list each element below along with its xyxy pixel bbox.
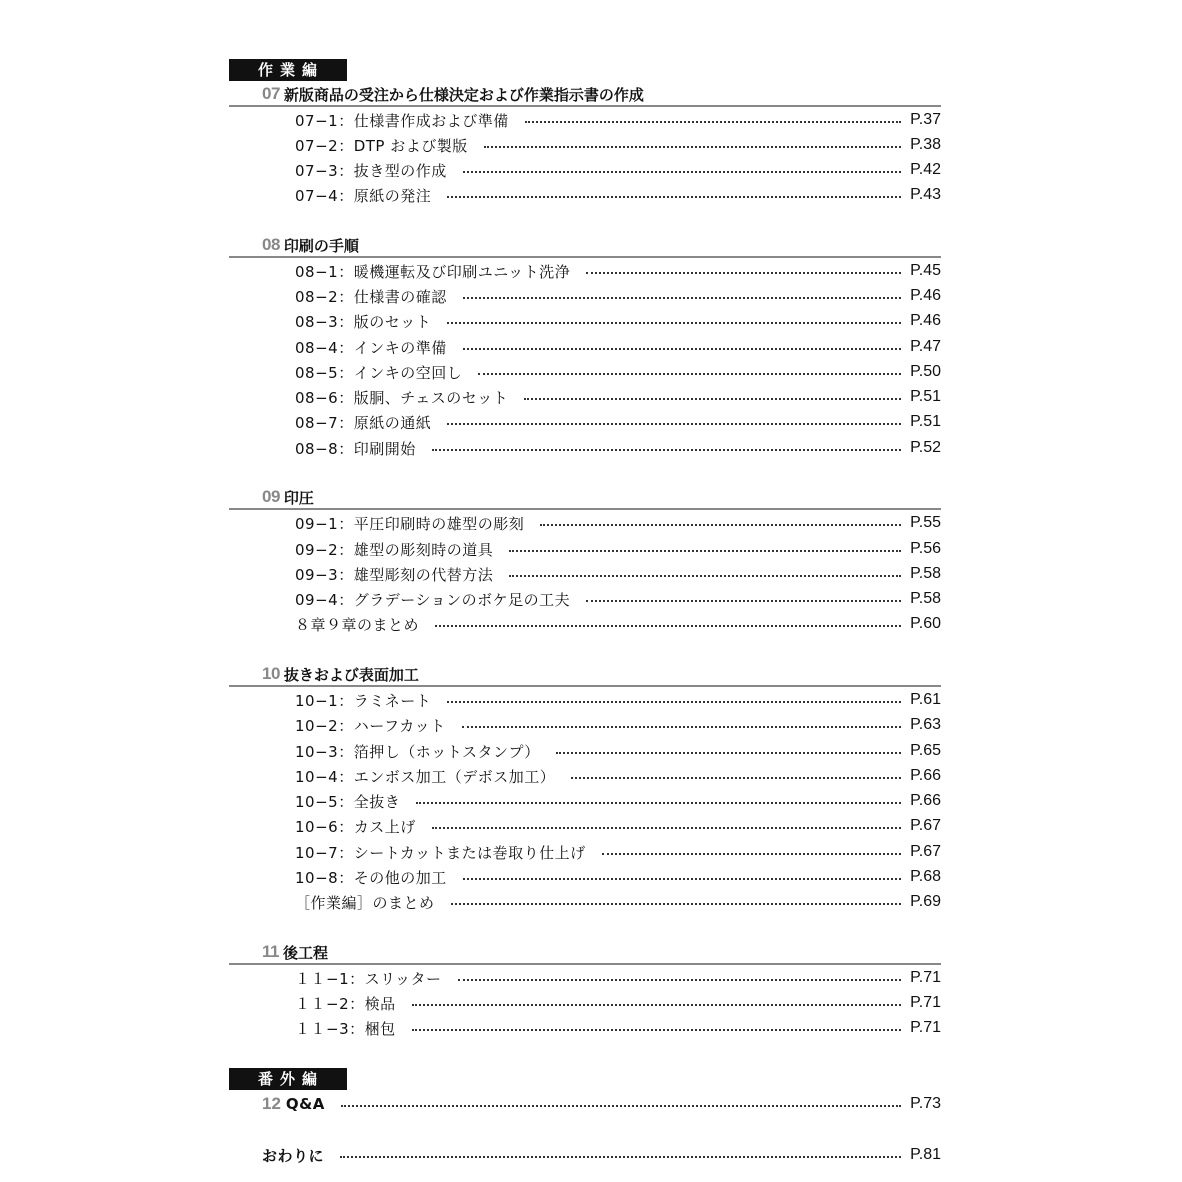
- toc-entry[interactable]: [295, 512, 941, 534]
- toc-entry[interactable]: [295, 841, 941, 863]
- toc-entry-title: Q&A: [285, 1095, 325, 1113]
- chapter-rule: [229, 685, 941, 687]
- toc-entry-page: P.45: [910, 262, 941, 279]
- toc-entry-title: 10−5：全抜き: [295, 792, 401, 811]
- toc-entry[interactable]: [295, 134, 941, 156]
- toc-entry-page: P.69: [910, 893, 941, 910]
- toc-entry-title: 10−6：カス上げ: [295, 817, 416, 836]
- toc-entry-title: おわりに: [262, 1146, 325, 1165]
- toc-entry-title: 08−7：原紙の通紙: [295, 413, 432, 432]
- toc-entry-qa[interactable]: [262, 1093, 941, 1115]
- toc-entry-title: 08−3：版のセット: [295, 312, 432, 331]
- toc-entry-page: P.81: [910, 1146, 941, 1163]
- leader-dots: [463, 878, 901, 880]
- toc-entry-title: 07−2：DTP および製版: [295, 136, 468, 155]
- toc-entry[interactable]: [295, 714, 941, 736]
- leader-dots: [556, 752, 901, 754]
- leader-dots: [435, 625, 901, 627]
- toc-entry[interactable]: [295, 285, 941, 307]
- chapter-title: 印圧: [283, 488, 314, 507]
- toc-entry-title: 08−5：インキの空回し: [295, 363, 463, 382]
- toc-entry[interactable]: [295, 765, 941, 787]
- toc-entry-title: 10−4：エンボス加工（デボス加工）: [295, 767, 556, 786]
- leader-dots: [458, 979, 901, 981]
- leader-dots: [447, 423, 901, 425]
- toc-entry[interactable]: [295, 310, 941, 332]
- toc-entry[interactable]: [295, 437, 941, 459]
- toc-entry-page: P.66: [910, 767, 941, 784]
- leader-dots: [341, 1105, 901, 1107]
- toc-entry-page: P.51: [910, 413, 941, 430]
- leader-dots: [447, 701, 901, 703]
- toc-entry-title: 10−3：箔押し（ホットスタンプ）: [295, 742, 540, 761]
- toc-entry[interactable]: [295, 588, 941, 610]
- toc-entry-page: P.47: [910, 338, 941, 355]
- chapter-title: 印刷の手順: [283, 236, 359, 255]
- leader-dots: [451, 903, 901, 905]
- toc-entry-page: P.68: [910, 868, 941, 885]
- toc-entry[interactable]: [295, 336, 941, 358]
- chapter-title: 後工程: [282, 943, 328, 962]
- leader-dots: [509, 575, 901, 577]
- chapter-title: 抜きおよび表面加工: [283, 665, 419, 684]
- toc-entry[interactable]: [295, 740, 941, 762]
- chapter-heading-10: [262, 664, 419, 684]
- toc-entry-title: 10−2：ハーフカット: [295, 716, 446, 735]
- toc-entry[interactable]: [295, 563, 941, 585]
- chapter-rule: [229, 256, 941, 258]
- chapter-heading-07: [262, 84, 644, 104]
- toc-entry-page: P.71: [910, 994, 941, 1011]
- toc-entry-page: P.50: [910, 363, 941, 380]
- toc-entry-page: P.60: [910, 615, 941, 632]
- leader-dots: [432, 449, 901, 451]
- leader-dots: [525, 121, 901, 123]
- chapter-heading-09: [262, 487, 314, 507]
- toc-entry-page: P.58: [910, 565, 941, 582]
- leader-dots: [447, 322, 901, 324]
- toc-entry-page: P.56: [910, 540, 941, 557]
- toc-entry[interactable]: [295, 361, 941, 383]
- toc-entry-page: P.58: [910, 590, 941, 607]
- toc-entry[interactable]: [295, 159, 941, 181]
- chapter-title: 新版商品の受注から仕様決定および作業指示書の作成: [283, 85, 644, 104]
- toc-entry[interactable]: [295, 613, 941, 635]
- toc-entry[interactable]: [295, 891, 941, 913]
- leader-dots: [478, 373, 901, 375]
- toc-entry-title: 08−2：仕様書の確認: [295, 287, 447, 306]
- toc-entry-title: 08−6：版胴、チェスのセット: [295, 388, 509, 407]
- toc-entry-page: P.71: [910, 1019, 941, 1036]
- toc-entry-page: P.66: [910, 792, 941, 809]
- leader-dots: [484, 146, 901, 148]
- toc-entry[interactable]: [295, 689, 941, 711]
- leader-dots: [463, 348, 901, 350]
- leader-dots: [602, 853, 901, 855]
- toc-entry[interactable]: [295, 815, 941, 837]
- chapter-heading-11: [262, 942, 328, 962]
- toc-entry-title: 07−3：抜き型の作成: [295, 161, 447, 180]
- toc-entry-title: 10−8：その他の加工: [295, 868, 447, 887]
- toc-entry-title: 08−1：暖機運転及び印刷ユニット洗浄: [295, 262, 571, 281]
- toc-entry-title: 09−3：雄型彫刻の代替方法: [295, 565, 494, 584]
- toc-entry[interactable]: [295, 109, 941, 131]
- leader-dots: [463, 171, 901, 173]
- toc-entry-title: 09−2：雄型の彫刻時の道具: [295, 540, 494, 559]
- chapter-rule: [229, 508, 941, 510]
- toc-entry-title: 09−1：平圧印刷時の雄型の彫刻: [295, 514, 525, 533]
- leader-dots: [586, 600, 901, 602]
- toc-entry-page: P.65: [910, 742, 941, 759]
- leader-dots: [416, 802, 901, 804]
- leader-dots: [586, 272, 901, 274]
- toc-entry-page: P.46: [910, 312, 941, 329]
- leader-dots: [412, 1004, 901, 1006]
- toc-entry-page: P.37: [910, 111, 941, 128]
- toc-entry[interactable]: [295, 386, 941, 408]
- toc-entry-title: 10−7：シートカットまたは巻取り仕上げ: [295, 843, 586, 862]
- chapter-number: 08: [262, 235, 280, 254]
- toc-entry[interactable]: [295, 1017, 941, 1039]
- toc-entry-title: 08−8：印刷開始: [295, 439, 416, 458]
- leader-dots: [509, 550, 901, 552]
- toc-entry[interactable]: [295, 967, 941, 989]
- section-badge-work: 作業編: [229, 59, 347, 81]
- toc-entry-title: 09−4：グラデーションのボケ足の工夫: [295, 590, 571, 609]
- toc-entry-title: １１−1：スリッター: [295, 969, 442, 988]
- toc-entry-page: P.73: [910, 1095, 941, 1112]
- leader-dots: [462, 726, 901, 728]
- leader-dots: [412, 1029, 901, 1031]
- toc-entry-page: P.52: [910, 439, 941, 456]
- leader-dots: [571, 777, 901, 779]
- chapter-number: 07: [262, 84, 280, 103]
- toc-entry-page: P.63: [910, 716, 941, 733]
- toc-entry-page: P.38: [910, 136, 941, 153]
- toc-entry-title: 08−4：インキの準備: [295, 338, 447, 357]
- toc-entry-title: 07−1：仕様書作成および準備: [295, 111, 509, 130]
- chapter-rule: [229, 105, 941, 107]
- toc-entry-title: ８章９章のまとめ: [295, 615, 420, 634]
- toc-entry-page: P.67: [910, 817, 941, 834]
- chapter-number: 11: [262, 942, 279, 961]
- toc-entry[interactable]: [295, 260, 941, 282]
- leader-dots: [340, 1156, 901, 1158]
- toc-entry[interactable]: [295, 184, 941, 206]
- toc-entry-title: ［作業編］のまとめ: [295, 893, 435, 912]
- toc-entry-title: １１−3：梱包: [295, 1019, 396, 1038]
- leader-dots: [432, 827, 901, 829]
- toc-entry-page: P.42: [910, 161, 941, 178]
- toc-entry-page: P.43: [910, 186, 941, 203]
- chapter-number: 10: [262, 664, 280, 683]
- toc-entry-title: 10−1：ラミネート: [295, 691, 432, 710]
- toc-entry-title: 07−4：原紙の発注: [295, 186, 432, 205]
- chapter-number: 12: [262, 1094, 281, 1113]
- toc-entry-page: P.46: [910, 287, 941, 304]
- leader-dots: [463, 297, 901, 299]
- toc-entry[interactable]: [295, 866, 941, 888]
- toc-entry[interactable]: [295, 992, 941, 1014]
- toc-entry-page: P.67: [910, 843, 941, 860]
- toc-entry-page: P.51: [910, 388, 941, 405]
- toc-entry-afterword[interactable]: [262, 1144, 941, 1166]
- toc-entry-page: P.55: [910, 514, 941, 531]
- leader-dots: [540, 524, 901, 526]
- leader-dots: [524, 398, 901, 400]
- chapter-number: 09: [262, 487, 280, 506]
- toc-entry-page: P.71: [910, 969, 941, 986]
- leader-dots: [447, 196, 901, 198]
- toc-entry[interactable]: [295, 538, 941, 560]
- chapter-rule: [229, 963, 941, 965]
- toc-entry-title: １１−2：検品: [295, 994, 396, 1013]
- toc-entry[interactable]: [295, 790, 941, 812]
- toc-entry-page: P.61: [910, 691, 941, 708]
- toc-entry[interactable]: [295, 411, 941, 433]
- section-badge-extra: 番外編: [229, 1068, 347, 1090]
- chapter-heading-08: [262, 235, 359, 255]
